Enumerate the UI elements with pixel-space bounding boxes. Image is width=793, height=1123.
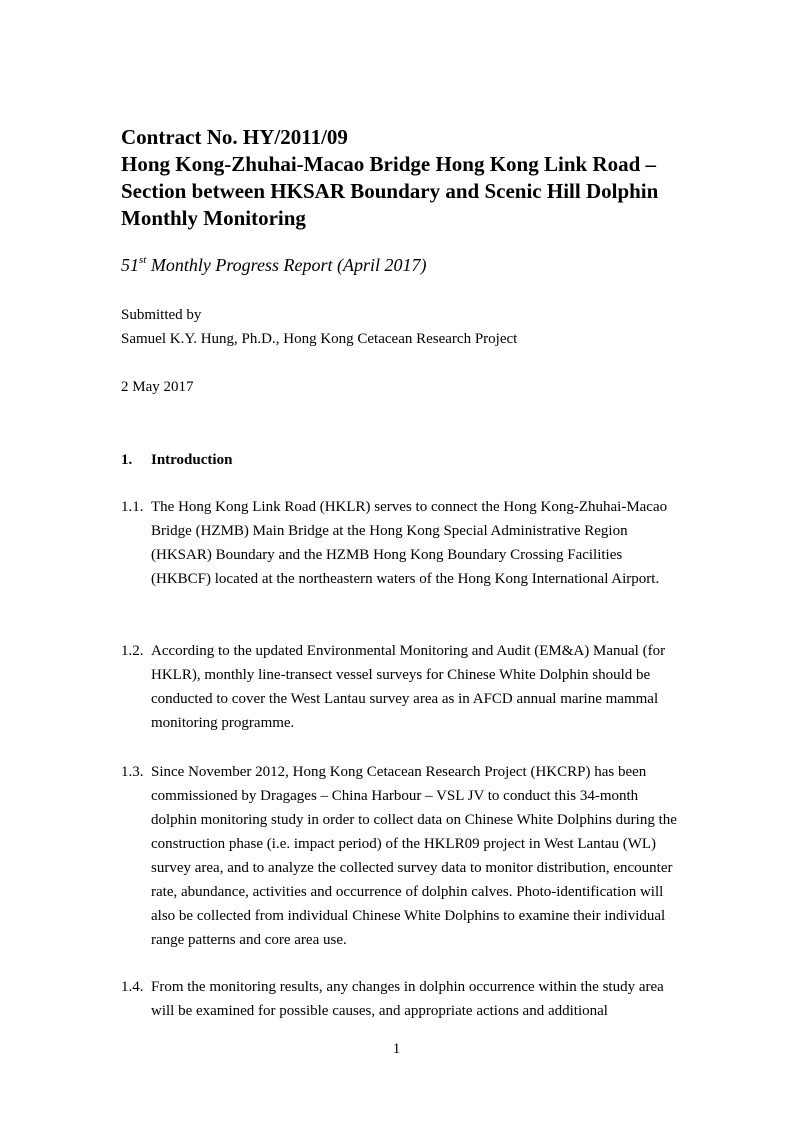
page-number: 1 [392, 1041, 401, 1057]
section-heading [121, 448, 232, 472]
paragraph-number: 1.3. [121, 764, 144, 780]
paragraph-number: 1.4. [121, 979, 144, 995]
paragraph-text: From the monitoring results, any changes in dolphin occurrence within the study area will be examined for possible causes, and appropriate actions and additional [151, 979, 664, 1019]
subtitle-text: Monthly Progress Report (April 2017) [146, 255, 427, 275]
paragraph-1-4 [121, 975, 681, 1023]
report-title [121, 124, 721, 232]
submitted-label: Submitted by [121, 307, 202, 323]
section-title: Introduction [151, 452, 233, 468]
paragraph-text: According to the updated Environmental Monitoring and Audit (EM&A) Manual (for HKLR), monthly line-transect vessel surveys for Chinese White Dolphin should be conducted to cover the West Lantau survey area as in AFCD annual marine mammal monitoring programme. [151, 643, 666, 731]
paragraph-number: 1.1. [121, 499, 144, 515]
title-line-section: Section between HKSAR Boundary and Scenic Hill Dolphin [121, 179, 659, 203]
submitted-author: Samuel K.Y. Hung, Ph.D., Hong Kong Cetacean Research Project [121, 331, 518, 347]
section-number: 1. [121, 452, 133, 468]
subtitle-ordinal-number: 51 [121, 255, 139, 275]
paragraph-1-2 [121, 639, 681, 735]
title-line-monitoring: Monthly Monitoring [121, 206, 306, 230]
paragraph-number: 1.2. [121, 643, 144, 659]
subtitle-ordinal-suffix: st [139, 254, 147, 266]
report-date: 2 May 2017 [121, 379, 194, 395]
paragraph-text: Since November 2012, Hong Kong Cetacean Research Project (HKCRP) has been commissioned by Dragages – China Harbour – VSL JV to conduct this 34-month dolphin monitoring study in order to collect data on Chinese White Dolphins during the construction phase (i.e. impact period) of the HKLR09 project in West Lantau (WL) survey area, and to analyze the collected survey data to monitor distribution, encounter rate, abundance, activities and occurrence of dolphin calves. Photo-identification will also be collected from individual Chinese White Dolphins to examine their individual range patterns and core area use. [151, 764, 677, 948]
title-line-project: Hong Kong-Zhuhai-Macao Bridge Hong Kong Link Road – [121, 152, 657, 176]
submitted-block [121, 303, 517, 351]
paragraph-1-1 [121, 495, 681, 591]
report-subtitle [121, 255, 426, 276]
paragraph-1-3 [121, 760, 681, 952]
title-line-contract: Contract No. HY/2011/09 [121, 125, 348, 149]
paragraph-text: The Hong Kong Link Road (HKLR) serves to connect the Hong Kong-Zhuhai-Macao Bridge (HZMB) Main Bridge at the Hong Kong Special Administrative Region (HKSAR) Boundary and the HZMB Hong Kong Boundary Crossing Facilities (HKBCF) located at the northeastern waters of the Hong Kong International Airport. [151, 499, 668, 587]
